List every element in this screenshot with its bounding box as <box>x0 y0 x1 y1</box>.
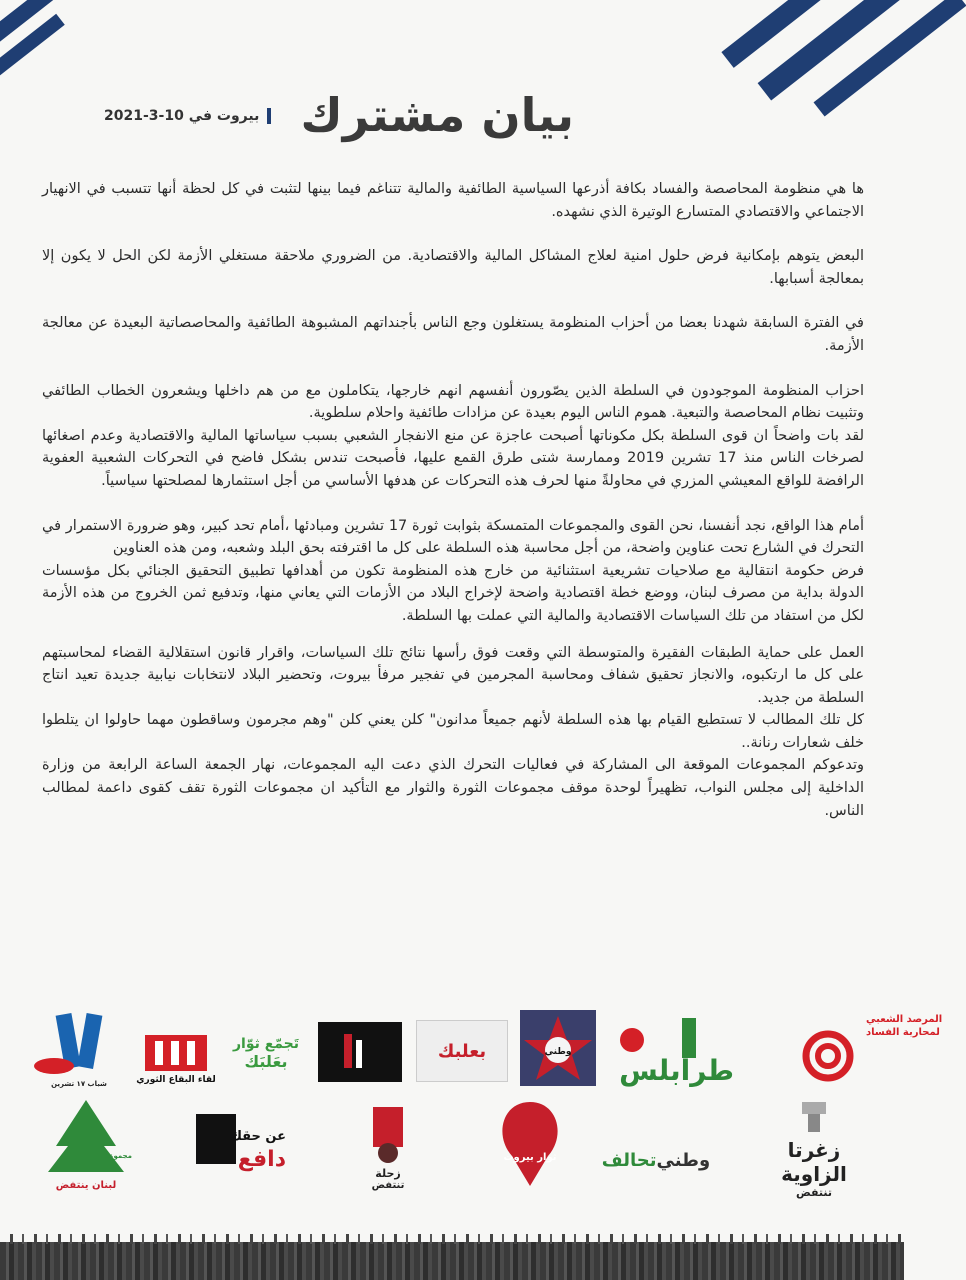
logo-liqaa <box>134 1022 218 1094</box>
logo-label: طرابلس <box>619 1054 734 1087</box>
logo-label: بعلبك <box>437 1040 487 1062</box>
logo-zahle <box>338 1092 438 1196</box>
logo-label: بعَلبَك <box>244 1051 288 1071</box>
paragraph: العمل على حماية الطبقات الفقيرة والمتوسطة التي وقعت فوق رأسها نتائج تلك السياسات، واقرار قانون استقلالية القضاء لمحاسبتهم على كل ما ارتكبوه، والانجاز تحقيق شفاف ومحاسبة المجرمين في تفجير مرفأ بيروت، وتحضير البلاد لانتخابات نيابية جديدة تعيد انتاج السلطة من جديد. <box>42 644 864 706</box>
logo-label: وطني <box>656 1149 711 1171</box>
logo-label: عن حقك <box>230 1129 286 1144</box>
logo-label: تنتفض <box>795 1185 833 1199</box>
paragraph: وتدعوكم المجموعات الموقعة الى المشاركة في فعاليات التحرك الذي دعت اليه المجموعات، نهار الجمعة الساعة الرابعة من وزارة الداخلية إلى مجلس النواب، تظهيراً لوحدة موقف مجموعات الثورة والثوار مع التأكيد ان مجموعات الثورة تقف كقوى داعمة لمطالب الناس. <box>42 757 864 819</box>
logo-label: تَجمّع ثوّار <box>232 1035 300 1052</box>
logo-label: لبنان ينتفض <box>55 1180 117 1191</box>
logo-zaghrouta <box>762 1100 866 1199</box>
logo-label: زحلة <box>375 1167 401 1180</box>
top-decoration <box>0 0 904 90</box>
logo-label: ثوار بيروت <box>503 1152 557 1163</box>
logo-tarablus <box>612 1010 737 1090</box>
paragraph: كل تلك المطالب لا تستطيع القيام بها هذه السلطة لأنهم جميعاً مدانون" كلن يعني كلن "وهم مجرمون وساقطون مهما حاولوا ان يتلطوا خلف شعارات رنانة.. <box>42 712 864 751</box>
page-title: بيان مشترك <box>300 88 574 142</box>
logo-label: وطني <box>544 1047 572 1057</box>
paragraph: ها هي منظومة المحاصصة والفساد بكافة أذرعها السياسية الطائفية والمالية تتناغم فيما بينها لتثبت في كل لحظة أنها تتسبب في الانهيار الاجتماعي والاقتصادي المتسارع الوتيرة الذي نشهده. <box>42 181 864 220</box>
paragraph: في الفترة السابقة شهدنا بعضا من أحزاب المنظومة يستغلون وجع الناس بأجنداتهم المشبوهة الطائفية والمحاصصاتية البعيدة عن معالجة الأزمة. <box>42 315 864 354</box>
statement-body <box>42 178 864 822</box>
paragraph: أمام هذا الواقع، نجد أنفسنا، نحن القوى والمجموعات المتمسكة بثوابت ثورة 17 تشرين ومبادئها ،أمام تحد كبير، وهو ضرورة الاستمرار في التحرك في الشارع تحت عناوين واضحة، من أجل محاسبة هذه السلطة على كل ما اقترفته بحق البلد وشعبه، ومن هذه العناوين <box>42 517 864 557</box>
logo-thuwwar-beirut <box>488 1096 572 1192</box>
bottom-decoration <box>0 1242 904 1280</box>
paragraph: احزاب المنظومة الموجودون في السلطة الذين يصّورون أنفسهم انهم خارجها، يتكاملون مع من هم داخلها ويشعرون الخطاب الطائفي وتثبيت نظام المحاصصة والتبعية. هموم الناس اليوم بعيدة عن مزادات طائفية واحلام سلطوية. <box>42 382 864 422</box>
logo-baalbek <box>416 1020 508 1082</box>
paragraph: البعض يتوهم بإمكانية فرض حلول امنية لعلاج المشاكل المالية والاقتصادية. من الضروري ملاحقة مستغلي الأزمة لكن الحل لا يكون إلا بمعالجة أسبابها. <box>42 248 864 287</box>
logo-black-square <box>318 1022 402 1082</box>
logo-dafi <box>190 1104 290 1184</box>
signal-icon <box>750 1008 943 1088</box>
logo-watani-star <box>520 1010 596 1086</box>
logo-label: زغرتا الزاوية <box>781 1137 847 1186</box>
logo-shabab17 <box>30 1006 128 1092</box>
logo-lubnan-yantafid <box>36 1096 136 1194</box>
date-line: بيروت في 10-3-2021 <box>104 108 271 124</box>
logo-label: شباب ١٧ تشرين <box>51 1080 107 1088</box>
paragraph: لقد بات واضحاً ان قوى السلطة بكل مكوناتها أصبحت عاجزة عن منع الانفجار الشعبي بسبب سياساتها المالية والاقتصادية وعدم اصغائها لصرخات الناس منذ 17 تشرين 2019 وممارسة شتى طرق القمع عليها، فأصبحت تندس بشكل فاضح في التحركات الشعبية العفوية الرافضة للواقع المعيشي المزري في محاولةً منها لحرف هذه التحركات عن هدفها الأساسي من أجل استثمارها لمصلحتها سياسياً. <box>42 427 865 489</box>
logo-label: المرصد الشعبي <box>866 1014 943 1025</box>
logo-label: لمحاربة الفساد <box>866 1027 940 1038</box>
logo-tajammu <box>228 1018 304 1088</box>
logo-marsad <box>750 1008 943 1088</box>
logo-label: لقاء البقاع الثوري <box>136 1075 216 1085</box>
header <box>0 88 904 148</box>
signatory-logos <box>0 1000 943 1220</box>
logo-label: دافع <box>237 1147 286 1172</box>
logo-label: تنتفض <box>371 1180 405 1191</box>
logo-label: مجموعة <box>104 1152 132 1160</box>
logo-tahaluf <box>600 1140 714 1180</box>
paragraph: فرض حكومة انتقالية مع صلاحيات تشريعية استثنائية من خارج هذه المنظومة تكون من أهدافها تطبيق التحقيق الجنائي بكل مؤسسات الدولة بداية من مصرف لبنان، ووضع خطة اقتصادية واضحة لإخراج البلاد من الأزمات التي يعاني منها، وتدفيع ثمن الخروج من هذه الأزمة لكل من استفاد من تلك السياسات الاقتصادية والمالية التي عملت بها السلطة. <box>42 562 864 624</box>
logo-label: تحالف <box>601 1149 657 1171</box>
